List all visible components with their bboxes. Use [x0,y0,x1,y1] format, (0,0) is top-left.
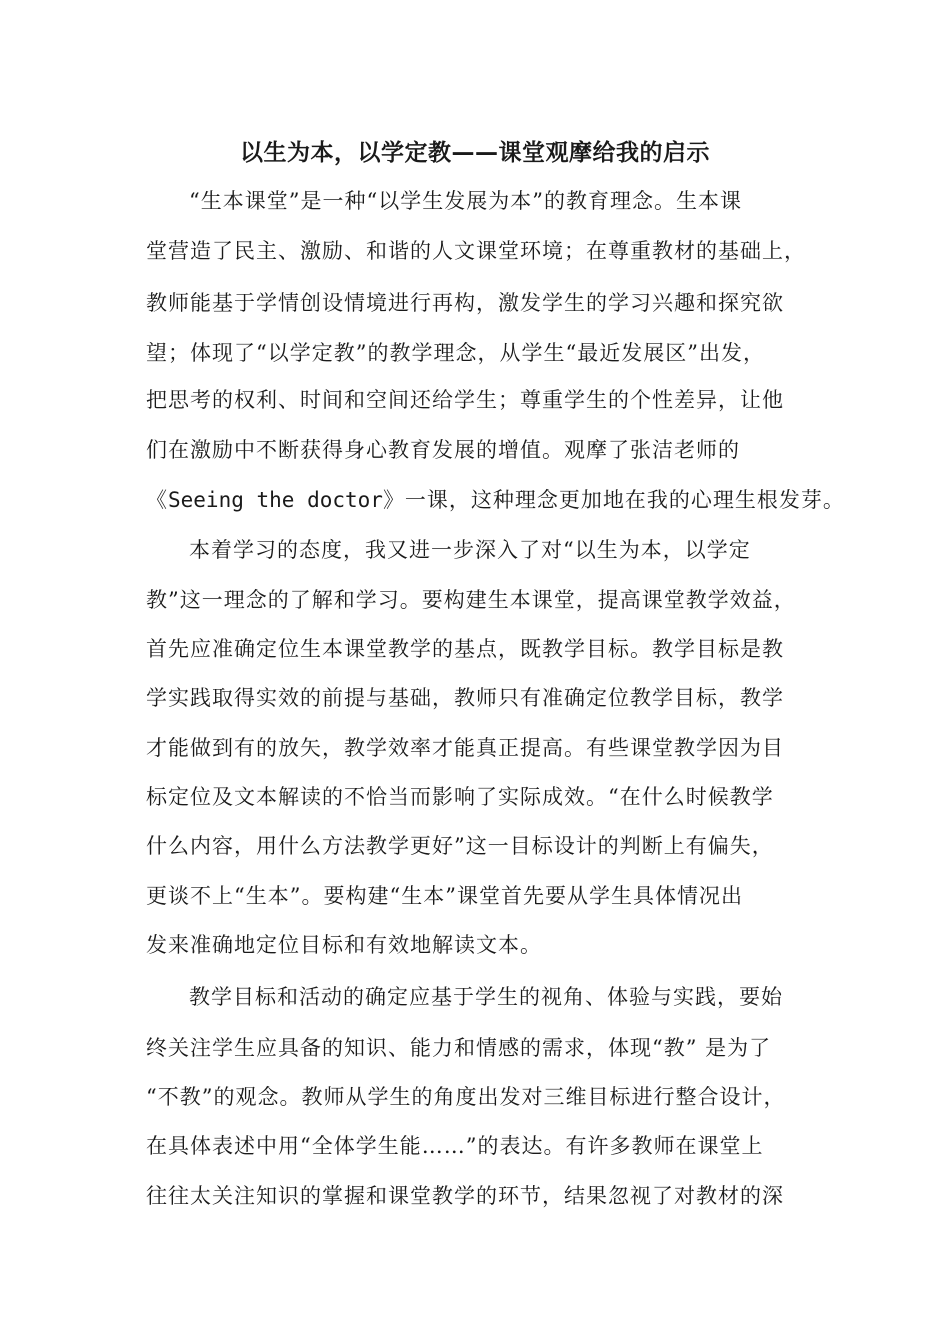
book-title-open-mark: 《 [146,488,168,512]
paragraph-line: 终关注学生应具备的知识、能力和情感的需求，体现“教” 是为了 [146,1036,772,1060]
paragraph-line: 堂营造了民主、激励、和谐的人文课堂环境；在尊重教材的基础上， [146,239,806,263]
paragraph-line: 教学目标和活动的确定应基于学生的视角、体验与实践，要始 [189,985,783,1009]
paragraph-line: 标定位及文本解读的不恰当而影响了实际成效。“在什么时候教学 [146,785,774,809]
paragraph-line: 望；体现了“以学定教”的教学理念，从学生“最近发展区”出发， [146,341,765,365]
paragraph-line: “生本课堂”是一种“以学生发展为本”的教育理念。生本课 [189,189,742,213]
paragraph-line: 们在激励中不断获得身心教育发展的增值。观摩了张洁老师的 [146,438,740,462]
paragraph-line: 才能做到有的放矢，教学效率才能真正提高。有些课堂教学因为目 [146,736,784,760]
paragraph-line: “不教”的观念。教师从学生的角度出发对三维目标进行整合设计， [146,1085,786,1109]
book-title-close-mark: 》一课，这种理念更加地在我的心理生根发芽。 [382,488,845,512]
paragraph-line: 更谈不上“生本”。要构建“生本”课堂首先要从学生具体情况出 [146,884,743,908]
paragraph-line-with-title [146,485,845,515]
paragraph-line: 在具体表述中用“全体学生能……”的表达。有许多教师在课堂上 [146,1134,764,1158]
paragraph-line: 往往太关注知识的掌握和课堂教学的环节，结果忽视了对教材的深 [146,1184,784,1208]
paragraph-line: 什么内容，用什么方法教学更好”这一目标设计的判断上有偏失， [146,834,774,858]
paragraph-line: 把思考的权利、时间和空间还给学生；尊重学生的个性差异，让他 [146,388,784,412]
lesson-title: Seeing the doctor [168,488,383,512]
paragraph-line: 本着学习的态度，我又进一步深入了对“以生为本，以学定 [189,538,751,562]
paragraph-line: 发来准确地定位目标和有效地解读文本。 [146,933,542,957]
paragraph-line: 首先应准确定位生本课堂教学的基点，既教学目标。教学目标是教 [146,637,784,661]
paragraph-line: 教师能基于学情创设情境进行再构，激发学生的学习兴趣和探究欲 [146,291,784,315]
paragraph-line: 教”这一理念的了解和学习。要构建生本课堂，提高课堂教学效益， [146,588,796,612]
document-title: 以生为本，以学定教——课堂观摩给我的启示 [240,140,710,166]
paragraph-line: 学实践取得实效的前提与基础，教师只有准确定位教学目标，教学 [146,686,784,710]
